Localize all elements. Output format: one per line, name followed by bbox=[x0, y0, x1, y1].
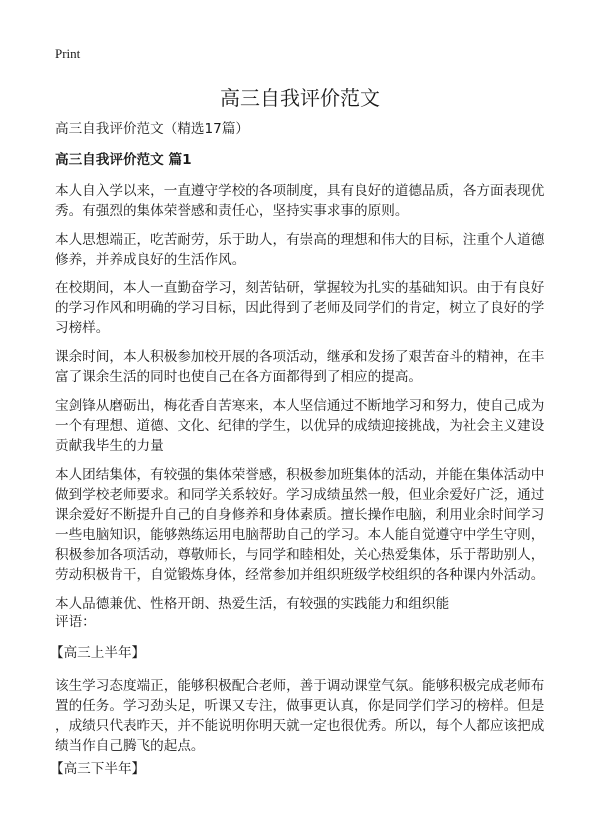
page-title: 高三自我评价范文 bbox=[220, 86, 380, 110]
subtitle: 高三自我评价范文（精选17篇） bbox=[55, 121, 250, 137]
comment-label: 评语： bbox=[55, 614, 96, 630]
text-line: 的学习作风和明确的学习目标，因此得到了老师及同学们的肯定，树立了良好的学 bbox=[55, 300, 545, 316]
text-line: 课余时间，本人积极参加校开展的各项活动，继承和发扬了艰苦奋斗的精神，在丰 bbox=[55, 349, 545, 365]
paragraph-2 bbox=[55, 230, 555, 270]
text-line: 宝剑锋从磨砺出，梅花香自苦寒来，本人坚信通过不断地学习和努力，使自己成为 bbox=[55, 398, 545, 414]
text-line: 本人思想端正，吃苦耐劳，乐于助人，有崇高的理想和伟大的目标，注重个人道德 bbox=[55, 232, 545, 248]
paragraph-4 bbox=[55, 347, 555, 387]
text-line: 在校期间，本人一直勤奋学习，刻苦钻研，掌握较为扎实的基础知识。由于有良好 bbox=[55, 280, 545, 296]
text-line: 本人团结集体，有较强的集体荣誉感，积极参加班集体的活动，并能在集体活动中 bbox=[55, 467, 545, 483]
second-half-heading: 【高三下半年】 bbox=[50, 761, 146, 777]
text-line: 秀。有强烈的集体荣誉感和责任心，坚持实事求事的原则。 bbox=[55, 203, 409, 219]
text-line: 置的任务。学习劲头足，听课又专注，做事更认真，你是同学们学习的榜样。但是 bbox=[55, 698, 545, 714]
text-line: 一个有理想、道德、文化、纪律的学生，以优异的成绩迎接挑战，为社会主义建设 bbox=[55, 418, 545, 434]
paragraph-3 bbox=[55, 278, 555, 338]
text-line: 积极参加各项活动，尊敬师长，与同学和睦相处，关心热爱集体，乐于帮助别人， bbox=[55, 547, 545, 563]
paragraph-7 bbox=[55, 594, 555, 614]
paragraph-6 bbox=[55, 465, 555, 585]
paragraph-1 bbox=[55, 181, 555, 221]
text-line: 做到学校老师要求。和同学关系较好。学习成绩虽然一般，但业余爱好广泛，通过 bbox=[55, 487, 545, 503]
text-line: 习榜样。 bbox=[55, 320, 110, 336]
text-line: 劳动积极肯干，自觉锻炼身体，经常参加并组织班级学校组织的各种课内外活动。 bbox=[55, 567, 545, 583]
print-link[interactable]: Print bbox=[55, 46, 81, 61]
text-line: ，成绩只代表昨天，并不能说明你明天就一定也很优秀。所以，每个人都应该把成 bbox=[55, 718, 545, 734]
text-line: 课余爱好不断提升自己的自身修养和身体素质。擅长操作电脑，利用业余时间学习 bbox=[55, 507, 545, 523]
first-half-comment bbox=[55, 676, 555, 756]
text-line: 贡献我毕生的力量 bbox=[55, 438, 164, 454]
text-line: 本人自入学以来，一直遵守学校的各项制度，具有良好的道德品质，各方面表现优 bbox=[55, 183, 545, 199]
text-line: 本人品德兼优、性格开朗、热爱生活，有较强的实践能力和组织能 bbox=[55, 596, 450, 612]
text-line: 该生学习态度端正，能够积极配合老师，善于调动课堂气氛。能够积极完成老师布 bbox=[55, 678, 545, 694]
text-line: 修养，并养成良好的生活作风。 bbox=[55, 252, 246, 268]
paragraph-5 bbox=[55, 396, 555, 456]
section-heading: 高三自我评价范文 篇1 bbox=[55, 152, 192, 168]
first-half-heading: 【高三上半年】 bbox=[50, 645, 146, 661]
text-line: 富了课余生活的同时也使自己在各方面都得到了相应的提高。 bbox=[55, 369, 423, 385]
text-line: 绩当作自己腾飞的起点。 bbox=[55, 738, 205, 754]
text-line: 一些电脑知识，能够熟练运用电脑帮助自己的学习。本人能自觉遵守中学生守则， bbox=[55, 527, 545, 543]
